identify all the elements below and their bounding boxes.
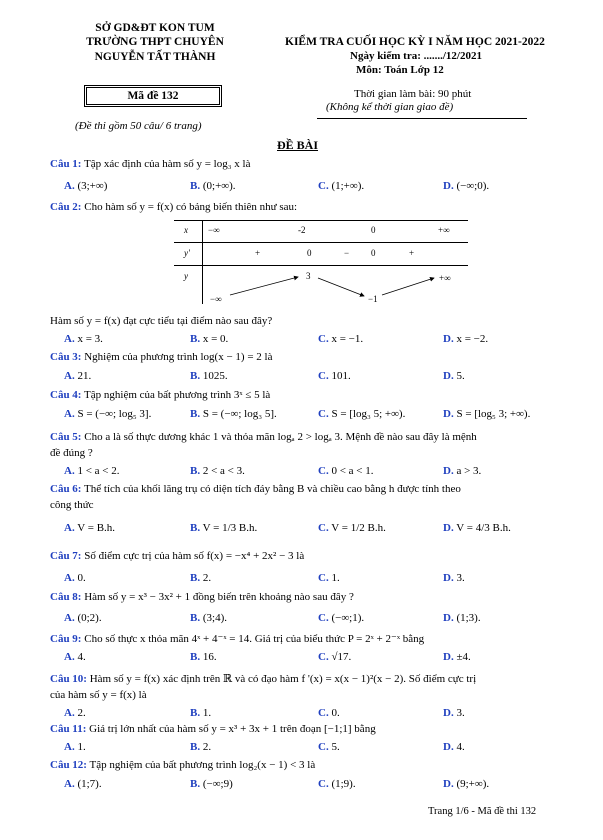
option-c[interactable]: C. (−∞;1).	[318, 612, 365, 624]
option-c[interactable]: C. V = 1/2 B.h.	[318, 522, 386, 534]
question-7: Câu 7: Số điểm cực trị của hàm số f(x) = −x⁴ + 2x² − 3 là	[50, 550, 305, 562]
table-y-pos-inf: +∞	[439, 273, 451, 283]
option-a[interactable]: A. 21.	[64, 370, 92, 382]
option-c[interactable]: C. x = −1.	[318, 333, 364, 345]
option-c[interactable]: C. 0 < a < 1.	[318, 465, 374, 477]
question-label: Câu 2:	[50, 201, 82, 213]
exam-title: KIỂM TRA CUỐI HỌC KỲ I NĂM HỌC 2021-2022	[285, 36, 545, 48]
option-b[interactable]: B. S = (−∞; log₃ 5].	[190, 408, 277, 420]
option-d[interactable]: D. (−∞;0).	[443, 180, 490, 192]
exam-code-box	[84, 85, 222, 107]
option-a[interactable]: A. 4.	[64, 651, 86, 663]
option-d[interactable]: D. S = [log₅ 3; +∞).	[443, 408, 531, 420]
option-c[interactable]: C. (1;+∞).	[318, 180, 365, 192]
option-d[interactable]: D. (1;3).	[443, 612, 481, 624]
option-c[interactable]: C. S = [log₃ 5; +∞).	[318, 408, 406, 420]
option-a[interactable]: A. V = B.h.	[64, 522, 116, 534]
option-c[interactable]: C. 5.	[318, 741, 340, 753]
option-b[interactable]: B. 2 < a < 3.	[190, 465, 245, 477]
option-a[interactable]: A. (0;2).	[64, 612, 102, 624]
question-6: Câu 6: Thể tích của khối lăng trụ có diện tích đáy bằng B và chiều cao bằng h được tính theo	[50, 483, 461, 495]
option-a[interactable]: A. 1 < a < 2.	[64, 465, 120, 477]
option-a[interactable]: A. (3;+∞)	[64, 180, 108, 192]
option-c[interactable]: C. 1.	[318, 572, 340, 584]
table-yprime-sign-3: +	[409, 248, 415, 258]
question-text: Tập xác định của hàm số y = log₃ x là	[84, 158, 251, 170]
table-y-label: y	[184, 271, 188, 281]
question-6-line-2: công thức	[50, 499, 94, 511]
option-a[interactable]: A. S = (−∞; log₅ 3].	[64, 408, 152, 420]
option-b[interactable]: B. (0;+∞).	[190, 180, 236, 192]
exam-code: Mã đề 132	[127, 90, 179, 102]
question-10: Câu 10: Hàm số y = f(x) xác định trên ℝ và có đạo hàm f '(x) = x(x − 1)²(x − 2). Số điểm cực trị	[50, 673, 477, 685]
question-1	[50, 158, 251, 170]
option-c[interactable]: C. 101.	[318, 370, 351, 382]
option-d[interactable]: D. 3.	[443, 707, 465, 719]
section-title: ĐỀ BÀI	[277, 138, 319, 152]
department: SỞ GD&ĐT KON TUM	[95, 22, 215, 34]
school-line-1: TRƯỜNG THPT CHUYÊN	[86, 36, 224, 48]
question-11: Câu 11: Giá trị lớn nhất của hàm số y = x³ + 3x + 1 trên đoạn [−1;1] bằng	[50, 723, 376, 735]
question-8: Câu 8: Hàm số y = x³ − 3x² + 1 đồng biến trên khoảng nào sau đây ?	[50, 591, 354, 603]
option-b[interactable]: B. (3;4).	[190, 612, 227, 624]
table-y-neg-inf: −∞	[210, 294, 222, 304]
option-a[interactable]: A. 1.	[64, 741, 86, 753]
option-d[interactable]: D. a > 3.	[443, 465, 482, 477]
option-c[interactable]: C. 0.	[318, 707, 340, 719]
table-yprime-label: y'	[184, 248, 190, 258]
header-rule	[317, 118, 527, 119]
variation-table	[174, 220, 468, 304]
question-text: Cho hàm số y = f(x) có bảng biến thiên như sau:	[84, 201, 298, 213]
question-12: Câu 12: Tập nghiệm của bất phương trình log₂(x − 1) < 3 là	[50, 759, 316, 771]
page-count-note: (Đề thi gồm 50 câu/ 6 trang)	[75, 120, 202, 132]
option-d[interactable]: D. ±4.	[443, 651, 471, 663]
option-d[interactable]: D. x = −2.	[443, 333, 489, 345]
question-9: Câu 9: Cho số thực x thỏa mãn 4ˣ + 4⁻ˣ = 14. Giá trị của biểu thức P = 2ˣ + 2⁻ˣ bằng	[50, 633, 425, 645]
table-x-label: x	[184, 225, 188, 235]
exam-date: Ngày kiểm tra: ......./12/2021	[350, 50, 482, 62]
option-b[interactable]: B. V = 1/3 B.h.	[190, 522, 258, 534]
question-label: Câu 1:	[50, 158, 82, 170]
question-3: Câu 3: Nghiệm của phương trình log(x − 1) = 2 là	[50, 351, 273, 363]
option-a[interactable]: A. (1;7).	[64, 778, 102, 790]
exam-time-note: (Không kể thời gian giao đề)	[326, 101, 454, 113]
option-c[interactable]: C. (1;9).	[318, 778, 356, 790]
table-yprime-sign-2: −	[344, 248, 350, 258]
question-2-followup: Hàm số y = f(x) đạt cực tiểu tại điểm nào sau đây?	[50, 315, 273, 327]
option-d[interactable]: D. V = 4/3 B.h.	[443, 522, 511, 534]
option-d[interactable]: D. 3.	[443, 572, 465, 584]
option-b[interactable]: B. 2.	[190, 741, 212, 753]
school-line-2: NGUYỄN TẤT THÀNH	[94, 51, 216, 63]
table-x-neg-inf: −∞	[208, 225, 220, 235]
page-footer: Trang 1/6 - Mã đề thi 132	[428, 806, 537, 817]
option-d[interactable]: D. (9;+∞).	[443, 778, 490, 790]
option-c[interactable]: C. √17.	[318, 651, 352, 663]
table-x-pos-inf: +∞	[438, 225, 450, 235]
table-x-zero: 0	[371, 225, 376, 235]
table-yprime-zero-2: 0	[371, 248, 376, 258]
option-b[interactable]: B. (−∞;9)	[190, 778, 233, 790]
option-b[interactable]: B. 2.	[190, 572, 212, 584]
table-x-minus2: -2	[298, 225, 306, 235]
exam-subject: Môn: Toán Lớp 12	[356, 64, 444, 76]
option-a[interactable]: A. 2.	[64, 707, 86, 719]
question-4: Câu 4: Tập nghiệm của bất phương trình 3ˣ ≤ 5 là	[50, 389, 271, 401]
option-a[interactable]: A. x = 3.	[64, 333, 103, 345]
table-yprime-zero-1: 0	[307, 248, 312, 258]
option-b[interactable]: B. x = 0.	[190, 333, 229, 345]
question-5: Câu 5: Cho a là số thực dương khác 1 và thỏa mãn logₐ 2 > logₐ 3. Mệnh đề nào sau đây là mệnh	[50, 431, 477, 443]
exam-time: Thời gian làm bài: 90 phút	[354, 88, 472, 100]
table-y-max: 3	[306, 271, 311, 281]
table-arrows	[174, 220, 468, 304]
option-b[interactable]: B. 1.	[190, 707, 212, 719]
table-yprime-sign-1: +	[255, 248, 261, 258]
option-d[interactable]: D. 4.	[443, 741, 465, 753]
option-a[interactable]: A. 0.	[64, 572, 86, 584]
table-y-min: −1	[368, 294, 378, 304]
option-d[interactable]: D. 5.	[443, 370, 465, 382]
question-2	[50, 201, 297, 213]
question-10-line-2: của hàm số y = f(x) là	[50, 689, 147, 701]
option-b[interactable]: B. 1025.	[190, 370, 228, 382]
option-b[interactable]: B. 16.	[190, 651, 217, 663]
question-5-line-2: đề đúng ?	[50, 447, 93, 459]
